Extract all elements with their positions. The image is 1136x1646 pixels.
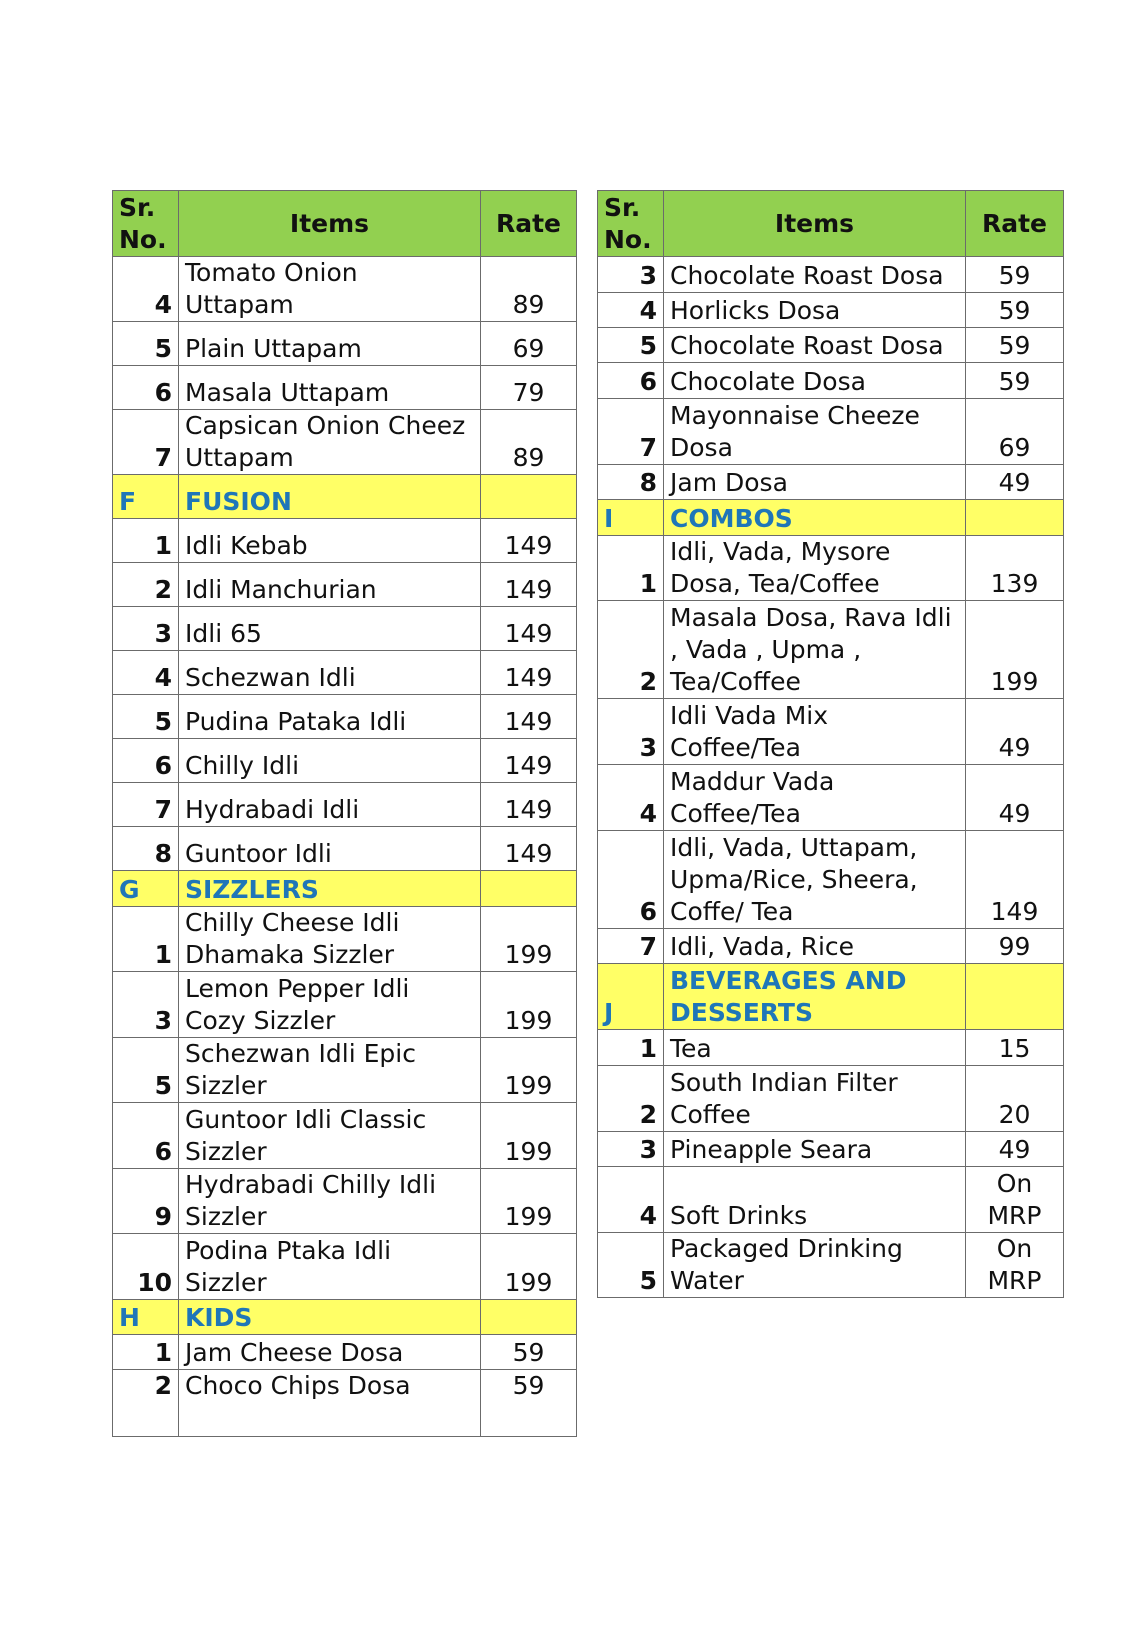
item-sr-no: 3: [113, 972, 179, 1038]
item-name: Pineapple Seara: [664, 1132, 966, 1167]
menu-item-row: [113, 651, 577, 695]
item-sr-no: 5: [113, 1038, 179, 1103]
item-name: Pudina Pataka Idli: [179, 695, 481, 739]
item-rate: 149: [481, 607, 577, 651]
section-rate-blank: [966, 500, 1064, 536]
item-rate: 69: [481, 322, 577, 366]
item-name: Chocolate Dosa: [664, 363, 966, 399]
menu-item-row: [113, 907, 577, 972]
section-rate-blank: [481, 1300, 577, 1335]
menu-table-right: [597, 190, 1064, 1298]
item-sr-no: 2: [113, 1370, 179, 1437]
menu-item-row: [113, 783, 577, 827]
item-rate: 149: [481, 651, 577, 695]
item-rate: 149: [481, 519, 577, 563]
item-sr-no: 6: [113, 1103, 179, 1169]
item-name: Masala Uttapam: [179, 366, 481, 410]
menu-item-row: [598, 257, 1064, 293]
header-items: Items: [179, 191, 481, 257]
item-sr-no: 6: [598, 831, 664, 929]
item-name: Guntoor Idli: [179, 827, 481, 871]
item-rate: 99: [966, 929, 1064, 964]
item-name: Chocolate Roast Dosa: [664, 257, 966, 293]
section-rate-blank: [481, 475, 577, 519]
menu-item-row: [113, 827, 577, 871]
menu-item-row: [598, 293, 1064, 328]
item-rate: 199: [481, 1038, 577, 1103]
menu-item-row: [598, 1167, 1064, 1233]
item-rate: 49: [966, 765, 1064, 831]
item-sr-no: 3: [598, 257, 664, 293]
header-items: Items: [664, 191, 966, 257]
menu-item-row: [598, 1132, 1064, 1167]
menu-item-row: [598, 831, 1064, 929]
item-rate: 89: [481, 410, 577, 475]
item-name: Maddur Vada Coffee/Tea: [664, 765, 966, 831]
item-rate: 59: [481, 1335, 577, 1370]
item-sr-no: 1: [113, 907, 179, 972]
item-sr-no: 1: [113, 1335, 179, 1370]
menu-item-row: [113, 519, 577, 563]
menu-item-row: [113, 1370, 577, 1437]
item-rate: 199: [481, 907, 577, 972]
menu-item-row: [113, 1038, 577, 1103]
menu-item-row: [113, 257, 577, 322]
item-rate: 199: [966, 601, 1064, 699]
section-rate-blank: [966, 964, 1064, 1030]
menu-item-row: [113, 1335, 577, 1370]
header-sr-no: Sr. No.: [598, 191, 664, 257]
item-sr-no: 7: [113, 783, 179, 827]
item-rate: 69: [966, 399, 1064, 465]
item-name: Mayonnaise Cheeze Dosa: [664, 399, 966, 465]
section-header-row: [598, 500, 1064, 536]
item-sr-no: 5: [113, 695, 179, 739]
menu-item-row: [113, 410, 577, 475]
item-rate: 49: [966, 1132, 1064, 1167]
section-title: SIZZLERS: [179, 871, 481, 907]
item-sr-no: 2: [598, 1066, 664, 1132]
item-sr-no: 4: [113, 651, 179, 695]
section-header-row: [113, 1300, 577, 1335]
item-rate: 59: [481, 1370, 577, 1437]
item-sr-no: 9: [113, 1169, 179, 1234]
item-sr-no: 8: [598, 465, 664, 500]
menu-item-row: [113, 1103, 577, 1169]
menu-item-row: [113, 1169, 577, 1234]
item-sr-no: 3: [598, 699, 664, 765]
item-sr-no: 1: [598, 1030, 664, 1066]
item-sr-no: 1: [113, 519, 179, 563]
item-name: Hydrabadi Idli: [179, 783, 481, 827]
item-rate: 15: [966, 1030, 1064, 1066]
item-name: Idli, Vada, Rice: [664, 929, 966, 964]
menu-item-row: [598, 1233, 1064, 1298]
item-sr-no: 7: [598, 929, 664, 964]
menu-item-row: [113, 366, 577, 410]
section-code: J: [598, 964, 664, 1030]
item-sr-no: 4: [598, 293, 664, 328]
section-code: H: [113, 1300, 179, 1335]
item-name: Jam Cheese Dosa: [179, 1335, 481, 1370]
item-rate: On MRP: [966, 1167, 1064, 1233]
section-rate-blank: [481, 871, 577, 907]
menu-body-left: [113, 257, 577, 1437]
item-name: Idli, Vada, Uttapam, Upma/Rice, Sheera, Coffe/ Tea: [664, 831, 966, 929]
menu-item-row: [113, 607, 577, 651]
item-rate: 199: [481, 1169, 577, 1234]
menu-item-row: [598, 363, 1064, 399]
item-name: Schezwan Idli Epic Sizzler: [179, 1038, 481, 1103]
item-sr-no: 5: [598, 328, 664, 363]
item-name: Chocolate Roast Dosa: [664, 328, 966, 363]
menu-item-row: [598, 1030, 1064, 1066]
menu-item-row: [598, 536, 1064, 601]
item-sr-no: 5: [598, 1233, 664, 1298]
item-sr-no: 4: [598, 765, 664, 831]
item-sr-no: 6: [598, 363, 664, 399]
menu-item-row: [598, 699, 1064, 765]
header-row: [113, 191, 577, 257]
item-rate: 79: [481, 366, 577, 410]
menu-item-row: [113, 1234, 577, 1300]
item-rate: 199: [481, 972, 577, 1038]
item-rate: 49: [966, 699, 1064, 765]
item-name: Idli, Vada, Mysore Dosa, Tea/Coffee: [664, 536, 966, 601]
section-header-row: [113, 475, 577, 519]
section-title: BEVERAGES AND DESSERTS: [664, 964, 966, 1030]
menu-item-row: [113, 739, 577, 783]
item-sr-no: 8: [113, 827, 179, 871]
menu-item-row: [113, 322, 577, 366]
item-sr-no: 3: [113, 607, 179, 651]
section-code: F: [113, 475, 179, 519]
item-sr-no: 7: [113, 410, 179, 475]
item-rate: 59: [966, 293, 1064, 328]
menu-item-row: [113, 563, 577, 607]
menu-item-row: [598, 765, 1064, 831]
item-name: Tomato Onion Uttapam: [179, 257, 481, 322]
header-rate: Rate: [481, 191, 577, 257]
menu-item-row: [598, 929, 1064, 964]
header-rate: Rate: [966, 191, 1064, 257]
item-name: Chilly Cheese Idli Dhamaka Sizzler: [179, 907, 481, 972]
item-name: Capsican Onion Cheez Uttapam: [179, 410, 481, 475]
item-name: Packaged Drinking Water: [664, 1233, 966, 1298]
item-name: Schezwan Idli: [179, 651, 481, 695]
item-sr-no: 1: [598, 536, 664, 601]
item-rate: 59: [966, 257, 1064, 293]
section-code: G: [113, 871, 179, 907]
item-name: Jam Dosa: [664, 465, 966, 500]
item-name: Idli Manchurian: [179, 563, 481, 607]
menu-table-left: [112, 190, 577, 1437]
item-rate: 149: [481, 783, 577, 827]
item-rate: 139: [966, 536, 1064, 601]
item-name: Tea: [664, 1030, 966, 1066]
menu-body-right: [598, 257, 1064, 1298]
item-rate: 149: [481, 739, 577, 783]
menu-item-row: [598, 399, 1064, 465]
item-rate: 199: [481, 1103, 577, 1169]
item-sr-no: 2: [598, 601, 664, 699]
item-sr-no: 7: [598, 399, 664, 465]
item-name: Soft Drinks: [664, 1167, 966, 1233]
item-rate: 59: [966, 328, 1064, 363]
item-sr-no: 6: [113, 739, 179, 783]
item-name: Idli Kebab: [179, 519, 481, 563]
section-title: FUSION: [179, 475, 481, 519]
section-code: I: [598, 500, 664, 536]
item-name: Podina Ptaka Idli Sizzler: [179, 1234, 481, 1300]
item-name: Hydrabadi Chilly Idli Sizzler: [179, 1169, 481, 1234]
item-rate: 149: [481, 827, 577, 871]
item-rate: 89: [481, 257, 577, 322]
section-header-row: [113, 871, 577, 907]
header-sr-no: Sr. No.: [113, 191, 179, 257]
item-name: Chilly Idli: [179, 739, 481, 783]
item-name: Idli Vada Mix Coffee/Tea: [664, 699, 966, 765]
item-rate: On MRP: [966, 1233, 1064, 1298]
item-sr-no: 4: [113, 257, 179, 322]
item-rate: 149: [966, 831, 1064, 929]
section-title: COMBOS: [664, 500, 966, 536]
item-sr-no: 2: [113, 563, 179, 607]
menu-item-row: [598, 1066, 1064, 1132]
item-sr-no: 10: [113, 1234, 179, 1300]
item-rate: 149: [481, 563, 577, 607]
item-name: Guntoor Idli Classic Sizzler: [179, 1103, 481, 1169]
item-name: Choco Chips Dosa: [179, 1370, 481, 1437]
menu-item-row: [598, 465, 1064, 500]
item-name: Horlicks Dosa: [664, 293, 966, 328]
item-sr-no: 4: [598, 1167, 664, 1233]
item-sr-no: 5: [113, 322, 179, 366]
item-rate: 59: [966, 363, 1064, 399]
item-name: Masala Dosa, Rava Idli , Vada , Upma , Tea/Coffee: [664, 601, 966, 699]
section-header-row: [598, 964, 1064, 1030]
item-rate: 49: [966, 465, 1064, 500]
item-name: Idli 65: [179, 607, 481, 651]
item-rate: 20: [966, 1066, 1064, 1132]
menu-item-row: [598, 328, 1064, 363]
header-row: [598, 191, 1064, 257]
item-sr-no: 3: [598, 1132, 664, 1167]
item-name: South Indian Filter Coffee: [664, 1066, 966, 1132]
menu-item-row: [113, 972, 577, 1038]
item-rate: 149: [481, 695, 577, 739]
menu-item-row: [113, 695, 577, 739]
section-title: KIDS: [179, 1300, 481, 1335]
item-name: Lemon Pepper Idli Cozy Sizzler: [179, 972, 481, 1038]
item-sr-no: 6: [113, 366, 179, 410]
menu-item-row: [598, 601, 1064, 699]
item-rate: 199: [481, 1234, 577, 1300]
item-name: Plain Uttapam: [179, 322, 481, 366]
